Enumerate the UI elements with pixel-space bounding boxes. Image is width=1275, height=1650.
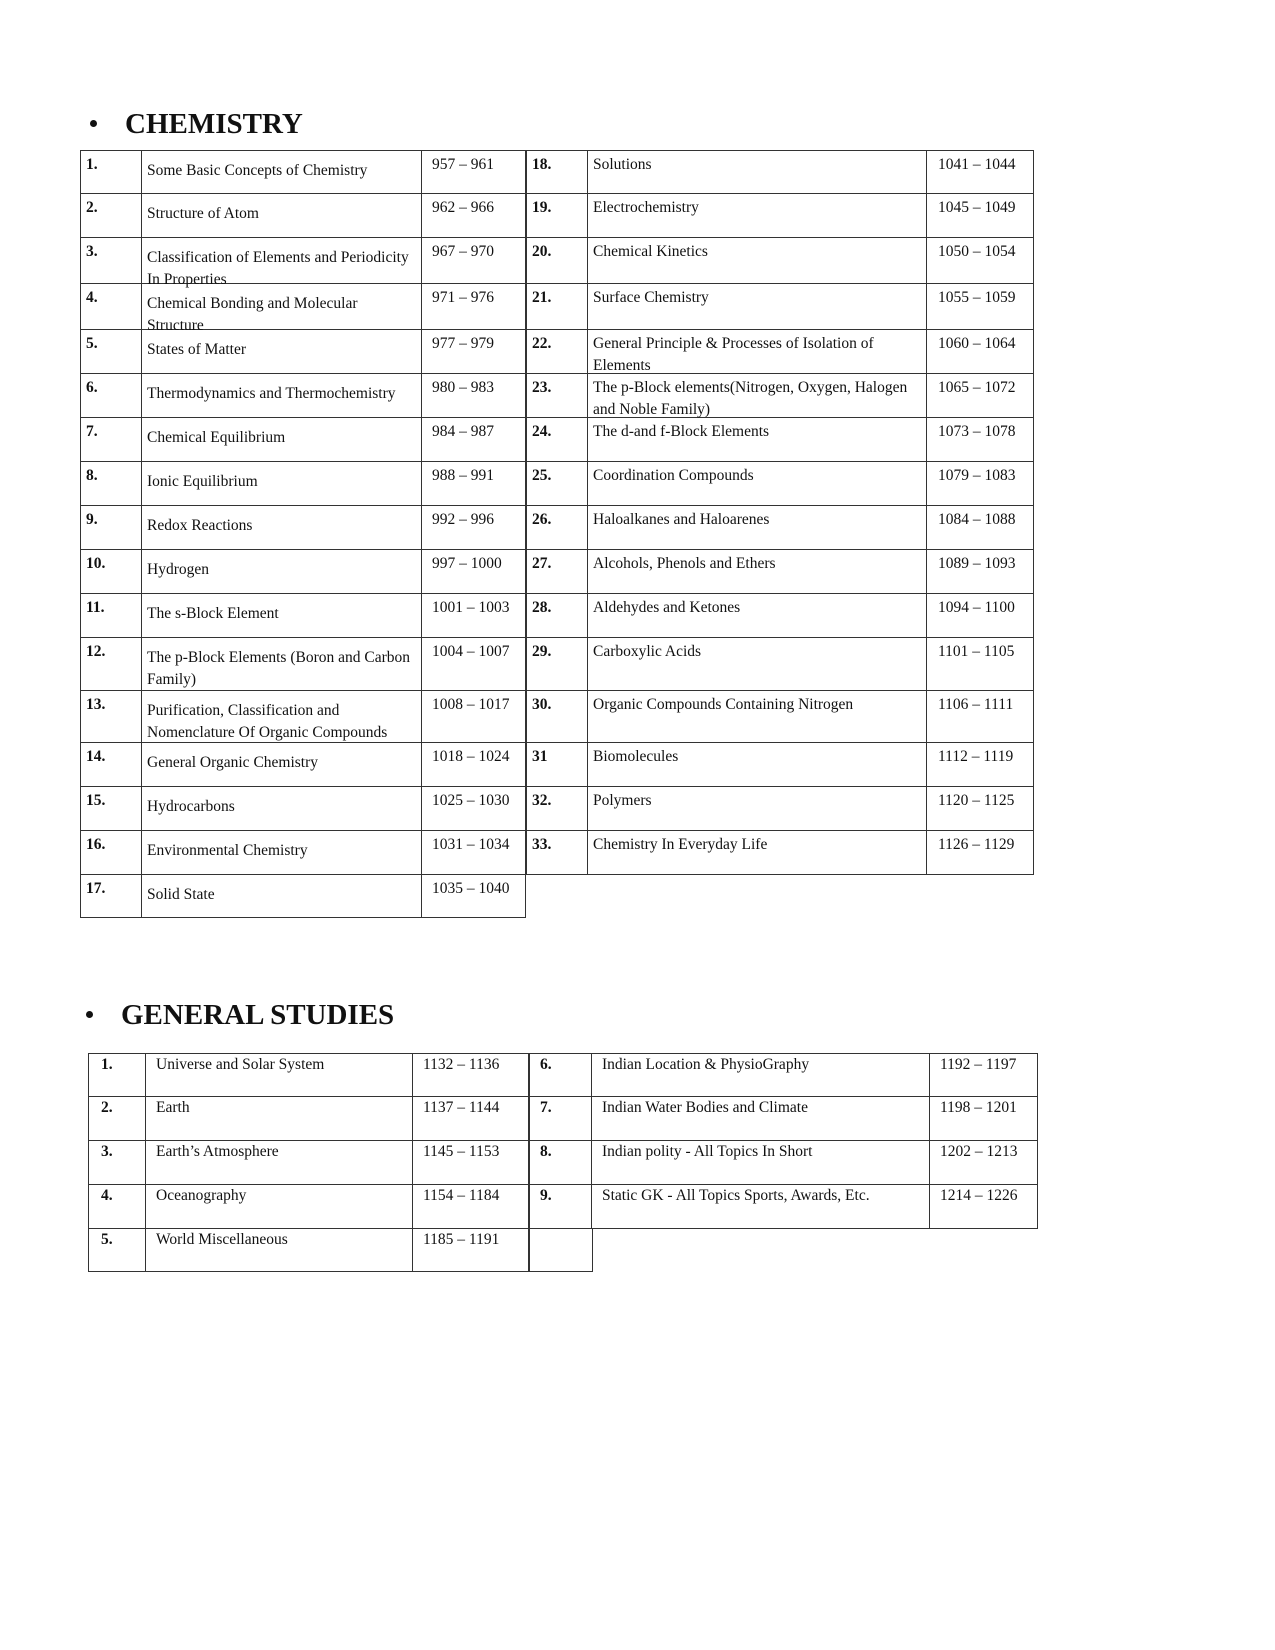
topic-name: Redox Reactions <box>142 506 422 550</box>
general-studies-heading <box>86 1001 394 1030</box>
page-range: 1031 – 1034 <box>422 831 526 875</box>
topic-name: Structure of Atom <box>142 194 422 238</box>
page-range: 1041 – 1044 <box>927 150 1034 194</box>
topic-name: Solid State <box>142 875 422 918</box>
page-range: 1120 – 1125 <box>927 787 1034 831</box>
page-range: 1035 – 1040 <box>422 875 526 918</box>
page-range: 1094 – 1100 <box>927 594 1034 638</box>
topic-name: Haloalkanes and Haloarenes <box>588 506 927 550</box>
topic-name: Electrochemistry <box>588 194 927 238</box>
page-range: 1192 – 1197 <box>930 1053 1038 1097</box>
page-range: 1025 – 1030 <box>422 787 526 831</box>
row-number: 19. <box>526 194 588 238</box>
page-range: 1106 – 1111 <box>927 691 1034 743</box>
topic-name: Carboxylic Acids <box>588 638 927 691</box>
page-range: 1060 – 1064 <box>927 330 1034 374</box>
row-number: 5. <box>80 330 142 374</box>
page-range: 988 – 991 <box>422 462 526 506</box>
topic-name: The s-Block Element <box>142 594 422 638</box>
bullet-icon <box>90 120 97 127</box>
row-number: 28. <box>526 594 588 638</box>
row-number: 1. <box>88 1053 146 1097</box>
page-range: 1045 – 1049 <box>927 194 1034 238</box>
row-number: 16. <box>80 831 142 875</box>
page-range: 984 – 987 <box>422 418 526 462</box>
row-number: 33. <box>526 831 588 875</box>
row-number: 26. <box>526 506 588 550</box>
row-number: 15. <box>80 787 142 831</box>
page-range: 1185 – 1191 <box>413 1229 529 1272</box>
row-number: 23. <box>526 374 588 418</box>
row-number: 6. <box>529 1053 592 1097</box>
page-range: 1073 – 1078 <box>927 418 1034 462</box>
topic-name: Coordination Compounds <box>588 462 927 506</box>
topic-name: Universe and Solar System <box>146 1053 413 1097</box>
topic-name: Earth <box>146 1097 413 1141</box>
row-number: 31 <box>526 743 588 787</box>
row-number: 10. <box>80 550 142 594</box>
page-range: 1154 – 1184 <box>413 1185 529 1229</box>
topic-name: Purification, Classification and Nomenclature Of Organic Compounds <box>142 691 422 743</box>
page-range: 1001 – 1003 <box>422 594 526 638</box>
topic-name: Surface Chemistry <box>588 284 927 330</box>
topic-name: General Organic Chemistry <box>142 743 422 787</box>
page-range: 967 – 970 <box>422 238 526 284</box>
row-number: 24. <box>526 418 588 462</box>
topic-name: Thermodynamics and Thermochemistry <box>142 374 422 418</box>
page-range: 1145 – 1153 <box>413 1141 529 1185</box>
page-range: 1018 – 1024 <box>422 743 526 787</box>
topic-name: Biomolecules <box>588 743 927 787</box>
page-range: 1214 – 1226 <box>930 1185 1038 1229</box>
page-range: 1089 – 1093 <box>927 550 1034 594</box>
topic-name: Chemical Equilibrium <box>142 418 422 462</box>
row-number: 11. <box>80 594 142 638</box>
page-range: 977 – 979 <box>422 330 526 374</box>
topic-name: Hydrocarbons <box>142 787 422 831</box>
page-range: 1004 – 1007 <box>422 638 526 691</box>
general-studies-title: GENERAL STUDIES <box>121 999 395 1031</box>
row-number: 14. <box>80 743 142 787</box>
page-range: 1112 – 1119 <box>927 743 1034 787</box>
row-number: 4. <box>88 1185 146 1229</box>
row-number: 17. <box>80 875 142 918</box>
empty-cell <box>529 1228 593 1272</box>
row-number: 2. <box>88 1097 146 1141</box>
row-number: 2. <box>80 194 142 238</box>
topic-name: Chemistry In Everyday Life <box>588 831 927 875</box>
topic-name: Indian Location & PhysioGraphy <box>592 1053 930 1097</box>
page-range: 971 – 976 <box>422 284 526 330</box>
page-range: 1050 – 1054 <box>927 238 1034 284</box>
row-number: 7. <box>80 418 142 462</box>
page-range: 1065 – 1072 <box>927 374 1034 418</box>
topic-name: States of Matter <box>142 330 422 374</box>
page-range: 1084 – 1088 <box>927 506 1034 550</box>
row-number: 9. <box>80 506 142 550</box>
page-range: 1055 – 1059 <box>927 284 1034 330</box>
page-range: 957 – 961 <box>422 150 526 194</box>
row-number: 20. <box>526 238 588 284</box>
topic-name: Aldehydes and Ketones <box>588 594 927 638</box>
topic-name: The p-Block Elements (Boron and Carbon Family) <box>142 638 422 691</box>
topic-name: Hydrogen <box>142 550 422 594</box>
topic-name: The p-Block elements(Nitrogen, Oxygen, Halogen and Noble Family) <box>588 374 927 418</box>
row-number: 9. <box>529 1185 592 1229</box>
topic-name: Earth’s Atmosphere <box>146 1141 413 1185</box>
topic-name: Some Basic Concepts of Chemistry <box>142 150 422 194</box>
chemistry-table <box>80 150 1034 918</box>
row-number: 25. <box>526 462 588 506</box>
row-number: 21. <box>526 284 588 330</box>
topic-name: Solutions <box>588 150 927 194</box>
topic-name: World Miscellaneous <box>146 1229 413 1272</box>
row-number: 4. <box>80 284 142 330</box>
topic-name: Indian Water Bodies and Climate <box>592 1097 930 1141</box>
page-range: 1101 – 1105 <box>927 638 1034 691</box>
row-number: 18. <box>526 150 588 194</box>
row-number: 22. <box>526 330 588 374</box>
topic-name: Polymers <box>588 787 927 831</box>
row-number: 30. <box>526 691 588 743</box>
row-number: 3. <box>80 238 142 284</box>
row-number: 1. <box>80 150 142 194</box>
row-number: 6. <box>80 374 142 418</box>
row-number: 5. <box>88 1229 146 1272</box>
row-number: 8. <box>529 1141 592 1185</box>
page-range: 992 – 996 <box>422 506 526 550</box>
page-range: 1132 – 1136 <box>413 1053 529 1097</box>
topic-name: Environmental Chemistry <box>142 831 422 875</box>
page-range: 997 – 1000 <box>422 550 526 594</box>
row-number: 3. <box>88 1141 146 1185</box>
topic-name: Organic Compounds Containing Nitrogen <box>588 691 927 743</box>
topic-name: Oceanography <box>146 1185 413 1229</box>
general-studies-table <box>88 1053 1038 1272</box>
topic-name: Chemical Bonding and Molecular Structure <box>142 284 422 330</box>
page-range: 962 – 966 <box>422 194 526 238</box>
page-range: 1126 – 1129 <box>927 831 1034 875</box>
page-range: 1008 – 1017 <box>422 691 526 743</box>
topic-name: Classification of Elements and Periodicity In Properties <box>142 238 422 284</box>
topic-name: Chemical Kinetics <box>588 238 927 284</box>
row-number: 29. <box>526 638 588 691</box>
topic-name: General Principle & Processes of Isolation of Elements <box>588 330 927 374</box>
row-number: 27. <box>526 550 588 594</box>
row-number: 7. <box>529 1097 592 1141</box>
topic-name: Alcohols, Phenols and Ethers <box>588 550 927 594</box>
topic-name: Ionic Equilibrium <box>142 462 422 506</box>
bullet-icon <box>86 1011 93 1018</box>
page-range: 1202 – 1213 <box>930 1141 1038 1185</box>
row-number: 13. <box>80 691 142 743</box>
topic-name: The d-and f-Block Elements <box>588 418 927 462</box>
topic-name: Static GK - All Topics Sports, Awards, Etc. <box>592 1185 930 1229</box>
page-range: 1137 – 1144 <box>413 1097 529 1141</box>
chemistry-title: CHEMISTRY <box>125 108 303 140</box>
page-range: 1198 – 1201 <box>930 1097 1038 1141</box>
row-number: 8. <box>80 462 142 506</box>
page-range: 980 – 983 <box>422 374 526 418</box>
page-range: 1079 – 1083 <box>927 462 1034 506</box>
row-number: 12. <box>80 638 142 691</box>
row-number: 32. <box>526 787 588 831</box>
chemistry-heading <box>90 110 303 139</box>
topic-name: Indian polity - All Topics In Short <box>592 1141 930 1185</box>
